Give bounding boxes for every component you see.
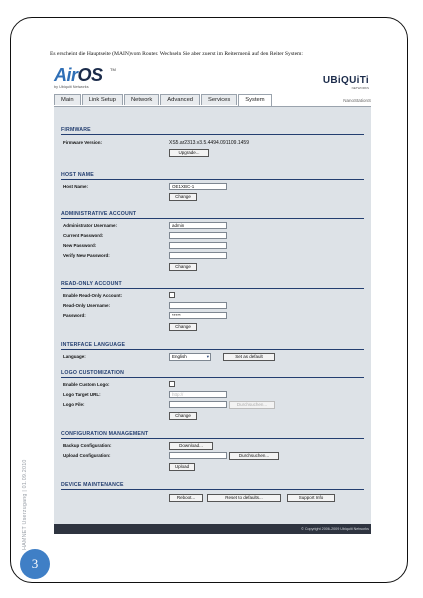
readonly-username-input[interactable] [169,302,227,309]
system-panel [54,106,371,524]
tab-network[interactable]: Network [124,94,159,105]
current-password-input[interactable] [169,232,227,239]
host-name-row [61,183,364,191]
readonly-username-label: Read-Only Username: [63,303,111,308]
router-screenshot [50,61,371,534]
host-name-section [61,172,364,199]
current-password-label: Current Password: [63,233,104,238]
language-label: Language: [63,354,86,359]
new-password-row [61,242,364,250]
upload-browse-button[interactable]: Durchsuchen... [229,452,279,460]
tab-services[interactable]: Services [201,94,237,105]
firmware-section [61,127,364,155]
custom-logo-enable-label: Enable Custom Logo: [63,382,110,387]
readonly-enable-checkbox[interactable] [169,292,175,298]
current-password-row [61,232,364,240]
logo-file-row [61,401,364,409]
host-name-label: Host Name: [63,184,89,189]
readonly-username-row [61,302,364,310]
support-info-button[interactable]: Support Info [287,494,335,502]
firmware-version-label: Firmware Version: [63,140,103,145]
device-maintenance-title: DEVICE MAINTENANCE [61,482,364,490]
logo-url-row [61,391,364,399]
logo-customization-title: LOGO CUSTOMIZATION [61,370,364,378]
airos-logo-air: Air [54,65,78,85]
readonly-account-title: READ-ONLY ACCOUNT [61,281,364,289]
readonly-password-input[interactable]: ***** [169,312,227,319]
admin-change-button[interactable]: Change [169,263,197,271]
airos-logo [54,65,103,86]
host-name-input[interactable]: OE1XBC-1 [169,183,227,190]
maintenance-buttons-row [61,494,364,502]
language-select[interactable] [169,353,211,361]
airos-logo-os: OS [77,65,103,85]
language-selected: English [172,354,187,359]
readonly-enable-row [61,292,364,300]
readonly-account-section [61,281,364,329]
upload-config-label: Upload Configuration: [63,453,111,458]
download-button[interactable]: Download... [169,442,213,450]
backup-config-row [61,442,364,450]
configuration-management-section [61,431,364,469]
language-row [61,353,364,361]
logo-file-label: Logo File: [63,402,85,407]
logo-browse-button[interactable]: Durchsuchen... [229,401,275,409]
intro-text: Es erscheint die Hauptseite (MAIN)vom Router. Wechseln Sie aber zuerst im Reitermenü auf den Reiter System: [50,51,303,57]
chevron-down-icon: ▾ [206,354,209,359]
host-name-title: HOST NAME [61,172,364,180]
reboot-button[interactable]: Reboot... [169,494,203,502]
logo-change-button[interactable]: Change [169,412,197,420]
tab-advanced[interactable]: Advanced [160,94,200,105]
admin-account-title: ADMINISTRATIVE ACCOUNT [61,211,364,219]
device-maintenance-section [61,482,364,500]
tab-link-setup[interactable]: Link Setup [82,94,123,105]
set-default-button[interactable]: Set as default [223,353,275,361]
backup-config-label: Backup Configuration: [63,443,112,448]
airos-logo-tm: TM [110,67,116,72]
page-number: 3 [20,549,50,579]
tab-system[interactable]: System [238,94,271,106]
admin-username-label: Administrator Username: [63,223,118,228]
verify-password-row [61,252,364,260]
firmware-version-row [61,139,364,147]
upgrade-button[interactable]: Upgrade... [169,149,209,157]
admin-username-input[interactable]: admin [169,222,227,229]
new-password-label: New Password: [63,243,97,248]
reset-defaults-button[interactable]: Reset to defaults... [207,494,281,502]
ubiquiti-logo: UBiQUiTi [322,75,369,86]
firmware-version-value: XS5.ar2313.v3.5.4494.091109.1459 [169,140,249,146]
readonly-password-label: Password: [63,313,86,318]
copyright-footer: © Copyright 2006-2009 Ubiquiti Networks [54,524,371,534]
host-change-button[interactable]: Change [169,193,197,201]
logo-customization-section [61,370,364,418]
upload-file-input[interactable] [169,452,227,459]
airos-logo-subtitle: by Ubiquiti Networks [54,85,89,89]
new-password-input[interactable] [169,242,227,249]
upload-config-row [61,452,364,460]
admin-account-section [61,211,364,269]
logo-url-input[interactable]: http:// [169,391,227,398]
verify-password-label: Verify New Password: [63,253,110,258]
admin-username-row [61,222,364,230]
upload-button[interactable]: Upload [169,463,195,471]
verify-password-input[interactable] [169,252,227,259]
ubiquiti-logo-subtitle: NETWORKS [351,86,369,90]
configuration-management-title: CONFIGURATION MANAGEMENT [61,431,364,439]
readonly-password-row [61,312,364,320]
readonly-enable-label: Enable Read-Only Account: [63,293,123,298]
logo-url-label: Logo Target URL: [63,392,101,397]
tab-main[interactable]: Main [54,94,81,105]
interface-language-title: INTERFACE LANGUAGE [61,342,364,350]
custom-logo-checkbox[interactable] [169,381,175,387]
main-tabs [54,94,273,106]
readonly-change-button[interactable]: Change [169,323,197,331]
side-footer-text: HAMNET Userzugang | 01.09.2010 [22,459,28,550]
logo-file-input[interactable] [169,401,227,408]
station-name: NanoStationS [343,98,371,103]
custom-logo-enable-row [61,381,364,389]
firmware-title: FIRMWARE [61,127,364,135]
interface-language-section [61,342,364,359]
